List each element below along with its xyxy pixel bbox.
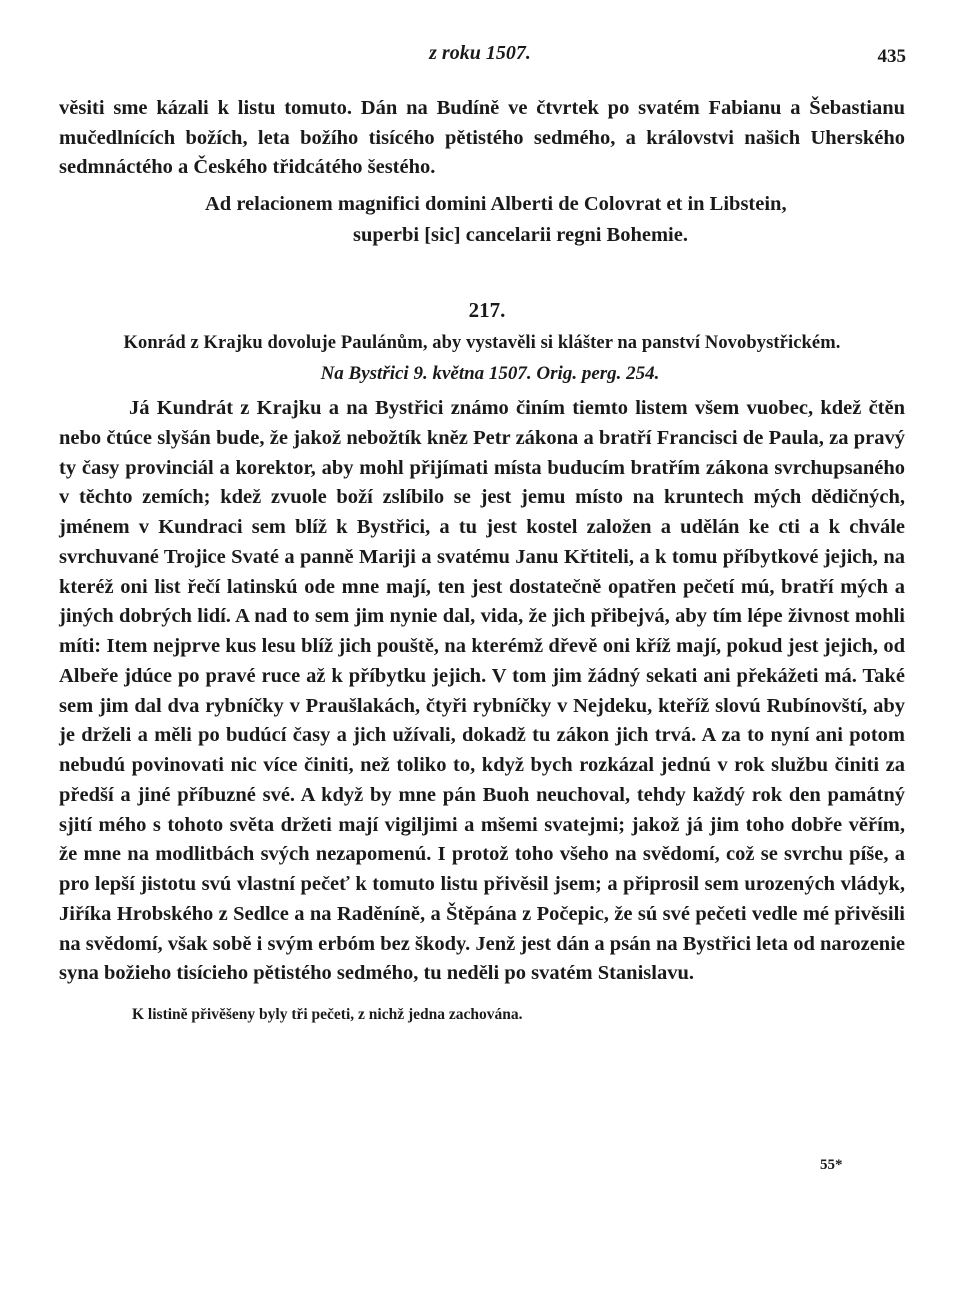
document-footnote: K listině přivěšeny byly tři pečeti, z nichž jedna zachována. (132, 1006, 523, 1024)
running-head-title: z roku 1507. (429, 42, 531, 64)
page-body (59, 94, 905, 1027)
document-source: Na Bystřici 9. května 1507. Orig. perg. 254. (320, 363, 660, 385)
relacion-line-2: superbi [sic] cancelarii regni Bohemie. (353, 224, 688, 247)
document-paragraph: Já Kundrát z Krajku a na Bystřici známo činím tiemto listem všem vuobec, kdež čtěn nebo čtúce slyšán bude, že jakož nebožtík kněz Petr zákona a bratří Francisci de Paula, za pravý ty časy provinciál a korektor, aby mohl přijímati místa buducím bratřím zákona svrchupsaného v těchto zemích; kdež zvuole boží zslíbilo se jest jemu místo na kruntech mých dědičných, jménem v Kundraci sem blíž k Bystřici, a tu jest kostel založen a udělán ke cti a k chvále svrchuvané Trojice Svaté a panně Mariji a svatému Janu Křtiteli, a k tomu příbytkové jejich, na kteréž oni list řečí latinskú ode mne mají, ten jest dostatečně opatřen pečetí mú, bratří mých a jiných dobrých lidí. A nad to sem jim nynie dal, vida, že jich přibejvá, aby tím lépe živnost mohli míti: Item nejprve kus lesu blíž jich pouště, na kterémž dřevě oni kříž mají, pokud jest jejich, od Albeře jdúce po pravé ruce až k příbytku jejich. V tom jim žádný sekati ani překážeti má. Také sem jim dal dva rybníčky v Praušlakách, čtyři rybníčky v Nejdeku, kteříž slovú Rubínovští, aby je drželi a měli po budúcí časy a jich užívali, dokadž tu zákon jich trvá. A za to nyní ani potom nebudú povinovati nic více činiti, než toliko to, když bych rozkázal jednú v rok službu činiti za předší a jiné příbuzné své. A když by mne pán Buoh neuchoval, tehdy každý rok den památný sjití mého s tohoto světa držeti mají vigiljimi a mšemi svatejmi; jakož já jim toho dobře věřím, že mne na modlitbách svých nezapomenú. I protož toho všeho na svědomí, což se svrchu píše, a pro lepší jistotu svú vlastní pečeť k tomuto listu přivěsil jsem; a připrosil sem urozených vládyk, Jiříka Hrobského z Sedlce a na Raděníně, a Štěpána z Počepic, že sú své pečeti vedle mé přivěsili na svědomí, však sobě i svým erbóm bez škody. Jenž jest dán a psán na Bystřici leta od narozenie syna božieho tisícieho pětistého sedmého, tu neděli po svatém Stanislavu. (59, 397, 905, 985)
document-text (59, 394, 905, 989)
running-head (0, 40, 960, 70)
document-regest: Konrád z Krajku dovoluje Paulánům, aby vystavěli si klášter na panství Novobystřickém. (123, 333, 841, 354)
relacion-note (59, 189, 905, 251)
continuation-paragraph: věsiti sme kázali k listu tomuto. Dán na Budíně ve čtvrtek po svatém Fabianu a Šebastianu mučedlnících božích, leta božího tisícého pětistého sedmého, a královstvi našich Uherského sedmnáctého a Českého třidcátého šestého. (59, 97, 905, 179)
sheet-signature: 55* (820, 1157, 843, 1173)
page-number: 435 (877, 46, 906, 67)
relacion-line-1: Ad relacionem magnifici domini Alberti de Colovrat et in Libstein, (205, 193, 787, 216)
document-number: 217. (468, 298, 506, 323)
